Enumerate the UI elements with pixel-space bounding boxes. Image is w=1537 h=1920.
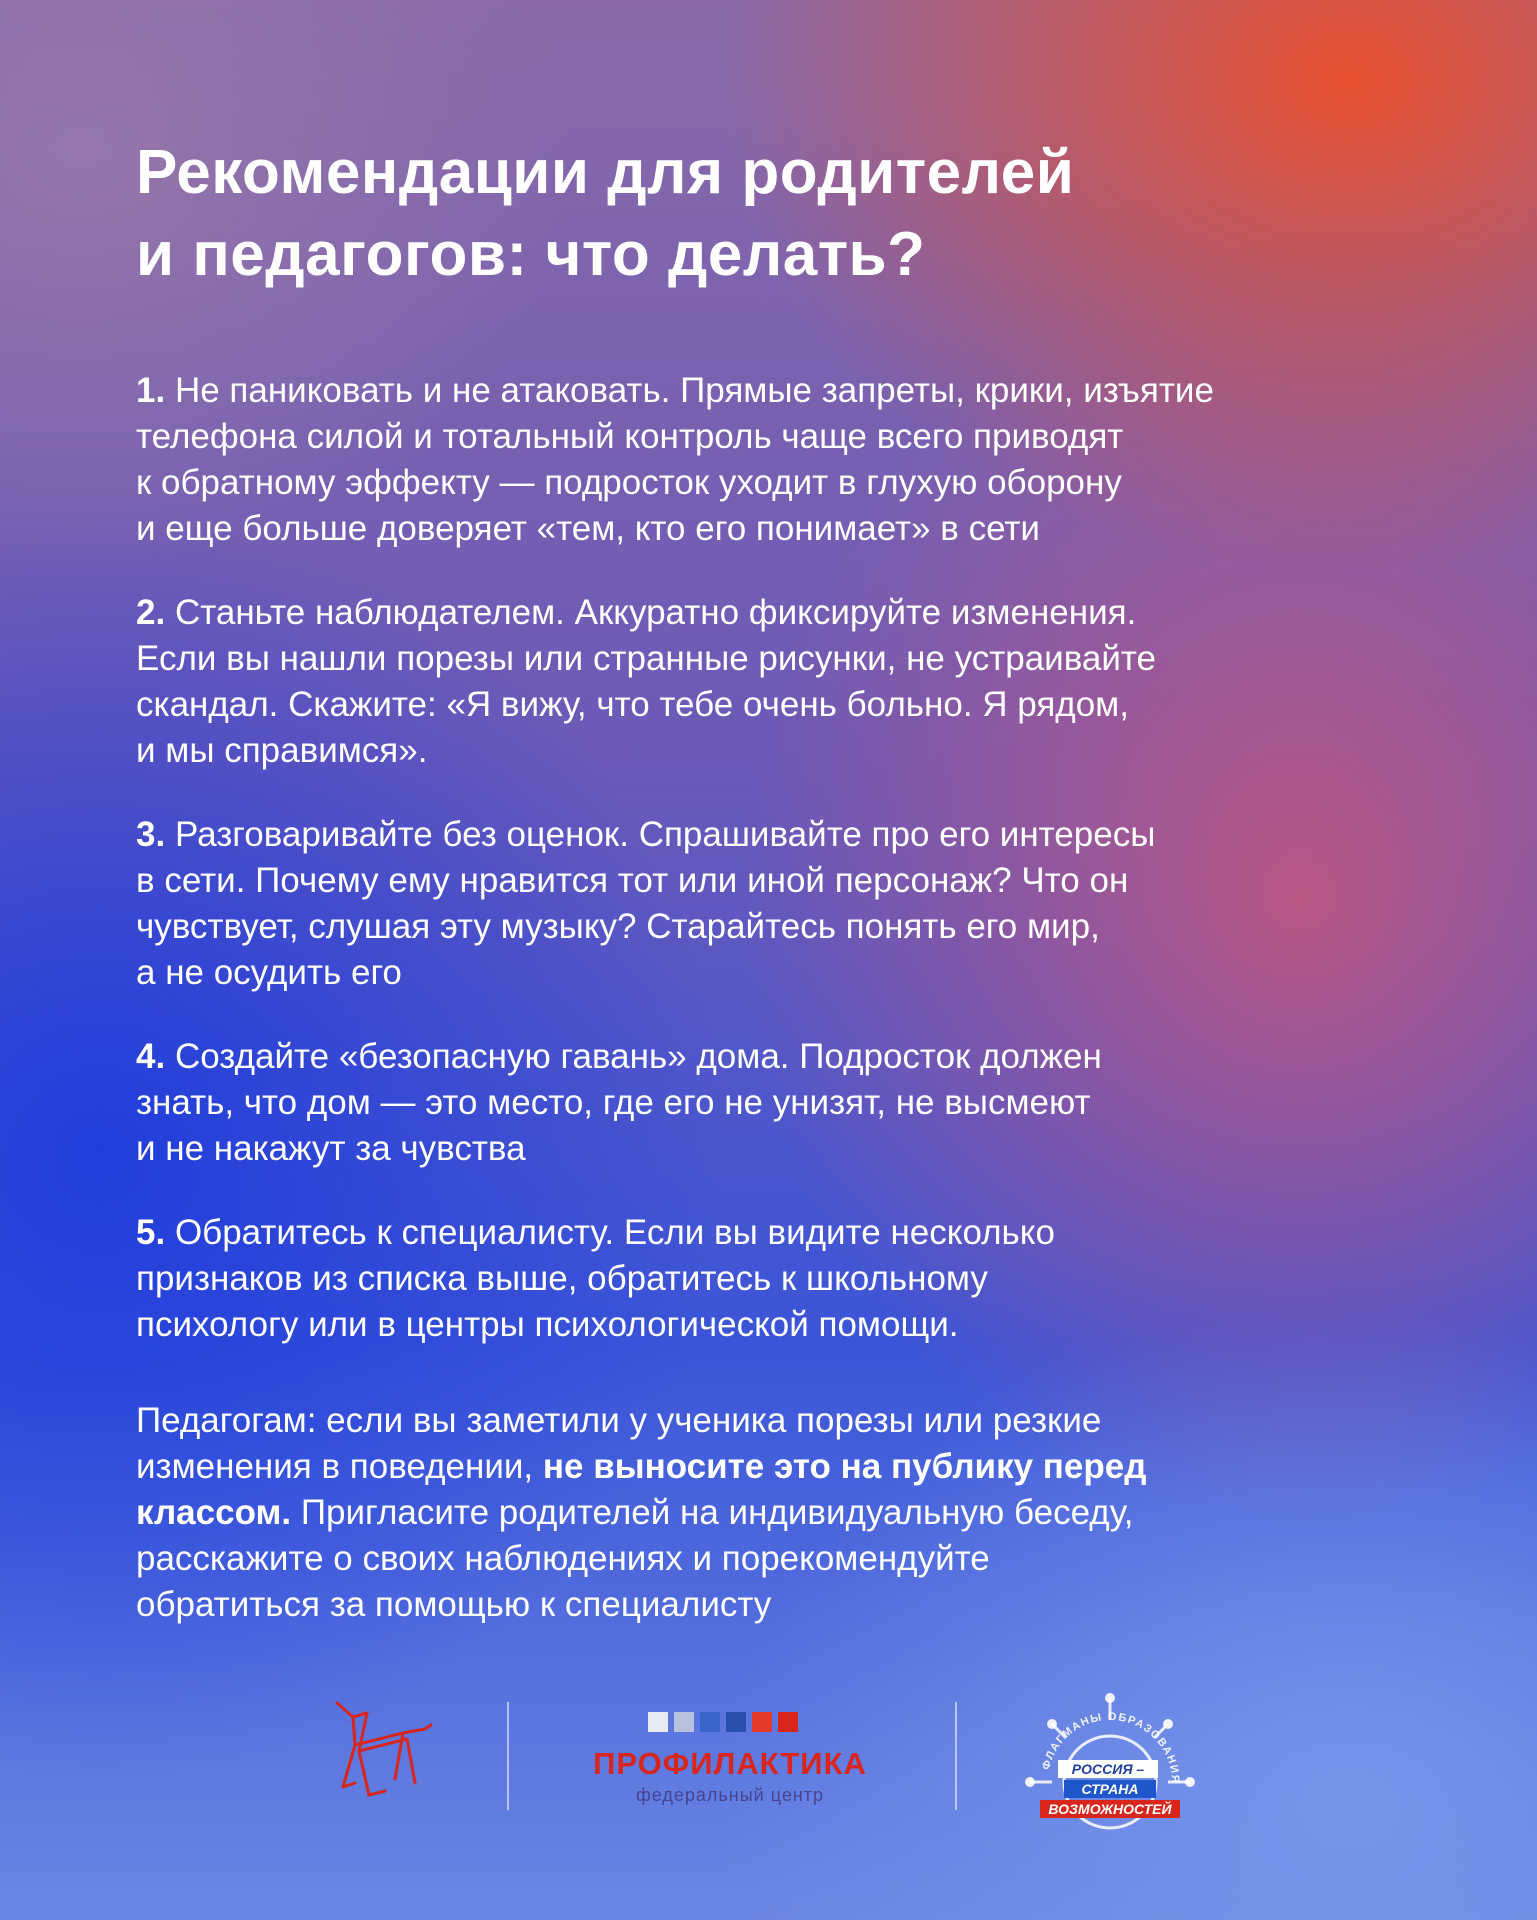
item-text-line: Не паниковать и не атаковать. Прямые запреты, крики, изъятие <box>174 371 1214 410</box>
arc-text: ФЛАГМАНЫ ОБРАЗОВАНИЯ <box>1040 1710 1182 1785</box>
color-square <box>752 1712 772 1732</box>
recommendation-3 <box>136 812 1436 996</box>
item-text-line: Разговаривайте без оценок. Спрашивайте про его интересы <box>174 815 1156 854</box>
item-text-line: в сети. Почему ему нравится тот или иной персонаж? Что он <box>136 861 1129 900</box>
item-text-line: чувствует, слушая эту музыку? Старайтесь понять его мир, <box>136 907 1100 946</box>
note-emphasis: классом. <box>136 1493 292 1532</box>
item-number: 2. <box>136 593 166 632</box>
item-text-line: а не осудить его <box>136 953 402 992</box>
footer-divider <box>955 1702 957 1810</box>
color-square <box>648 1712 668 1732</box>
item-number: 4. <box>136 1037 166 1076</box>
page-title <box>136 132 1396 296</box>
color-square <box>726 1712 746 1732</box>
item-text-line: к обратному эффекту — подросток уходит в глухую оборону <box>136 463 1122 502</box>
color-square <box>674 1712 694 1732</box>
footer-logos <box>0 1690 1537 1830</box>
badge-line-3: ВОЗМОЖНОСТЕЙ <box>1040 1800 1180 1818</box>
note-line: обратиться за помощью к специалисту <box>136 1585 772 1624</box>
badge-line-2: СТРАНА <box>1064 1780 1156 1798</box>
item-text-line: телефона силой и тотальный контроль чаще всего приводят <box>136 417 1124 456</box>
recommendation-5 <box>136 1210 1436 1348</box>
teachers-note <box>136 1398 1436 1628</box>
color-square <box>700 1712 720 1732</box>
item-number: 3. <box>136 815 166 854</box>
item-number: 1. <box>136 371 166 410</box>
recommendation-2 <box>136 590 1436 774</box>
profilaktika-logo-name: ПРОФИЛАКТИКА <box>593 1746 867 1781</box>
item-text-line: скандал. Скажите: «Я вижу, что тебе очень больно. Я рядом, <box>136 685 1129 724</box>
title-line-2: и педагогов: что делать? <box>136 220 926 289</box>
item-text-line: Если вы нашли порезы или странные рисунки, не устраивайте <box>136 639 1157 678</box>
flagships-education-logo <box>1000 1690 1220 1830</box>
item-text-line: Станьте наблюдателем. Аккуратно фиксируйте изменения. <box>174 593 1137 632</box>
item-text-line: Создайте «безопасную гавань» дома. Подросток должен <box>174 1037 1102 1076</box>
note-line: Педагогам: если вы заметили у ученика порезы или резкие <box>136 1401 1102 1440</box>
red-horse-chair-icon <box>325 1695 445 1805</box>
item-text-line: психологу или в центры психологической помощи. <box>136 1305 959 1344</box>
item-text-line: Обратитесь к специалисту. Если вы видите несколько <box>174 1213 1055 1252</box>
item-number: 5. <box>136 1213 166 1252</box>
profilaktika-logo-subtitle: федеральный центр <box>635 1785 825 1805</box>
note-text: Пригласите родителей на индивидуальную беседу, <box>291 1493 1134 1532</box>
item-text-line: признаков из списка выше, обратитесь к школьному <box>136 1259 988 1298</box>
item-text-line: и еще больше доверяет «тем, кто его понимает» в сети <box>136 509 1040 548</box>
item-text-line: и не накажут за чувства <box>136 1129 526 1168</box>
item-text-line: и мы справимся». <box>136 731 428 770</box>
item-text-line: знать, что дом — это место, где его не унизят, не высмеют <box>136 1083 1091 1122</box>
profilaktika-color-squares <box>648 1712 804 1732</box>
note-text: изменения в поведении, <box>136 1447 543 1486</box>
recommendation-1 <box>136 368 1436 552</box>
note-line: расскажите о своих наблюдениях и порекомендуйте <box>136 1539 990 1578</box>
recommendation-4 <box>136 1034 1436 1172</box>
badge-line-1: РОССИЯ – <box>1058 1760 1158 1778</box>
note-emphasis: не выносите это на публику перед <box>542 1447 1147 1486</box>
title-line-1: Рекомендации для родителей <box>136 138 1075 207</box>
color-square <box>778 1712 798 1732</box>
footer-divider <box>507 1702 509 1810</box>
